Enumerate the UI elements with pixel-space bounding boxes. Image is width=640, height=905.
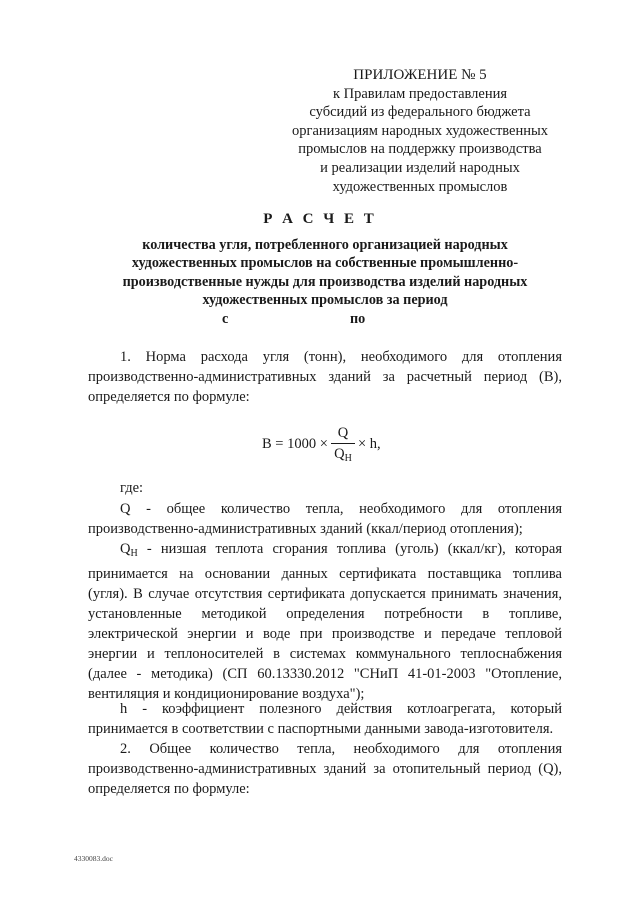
formula-lhs: B = 1000 × bbox=[262, 436, 328, 452]
appendix-line: промыслов на поддержку производства bbox=[298, 141, 542, 158]
denominator-subscript: Н bbox=[344, 453, 352, 464]
definition-line: принимается на основании данных сертификата поставщика топлива bbox=[88, 566, 562, 582]
subtitle-line: художественных промыслов на собственные промышленно- bbox=[131, 255, 519, 272]
paragraph-1 bbox=[88, 347, 562, 407]
qn-definition-text: - низшая теплота сгорания топлива (уголь) (ккал/кг), которая bbox=[137, 541, 562, 557]
period-from-label: с bbox=[222, 311, 229, 327]
paragraph-line: производственно-административных зданий за расчетный период (B), bbox=[88, 369, 562, 385]
document-subtitle bbox=[100, 236, 550, 310]
qn-symbol: Q bbox=[120, 541, 131, 557]
where-text: где: bbox=[120, 480, 144, 496]
paragraph-line: 1. Норма расхода угля (тонн), необходимого для отопления bbox=[120, 349, 562, 365]
appendix-line: субсидий из федерального бюджета bbox=[309, 104, 531, 121]
appendix-line: организациям народных художественных bbox=[292, 122, 548, 139]
appendix-line: художественных промыслов bbox=[332, 178, 508, 195]
file-name-footer: 4330083.doc bbox=[74, 854, 113, 863]
appendix-header bbox=[255, 66, 585, 196]
formula-denominator bbox=[331, 446, 355, 464]
definition-line: (угля). В случае отсутствия сертификата допускается принимать значения, bbox=[88, 586, 562, 602]
paragraph-line: определяется по формуле: bbox=[88, 781, 250, 797]
paragraph-line: определяется по формуле: bbox=[88, 389, 250, 405]
definition-line: установленные методикой определения потребности в топливе, bbox=[88, 606, 562, 622]
where-label bbox=[88, 478, 562, 498]
appendix-number: ПРИЛОЖЕНИЕ № 5 bbox=[353, 67, 487, 83]
formula-numerator: Q bbox=[337, 425, 349, 441]
paragraph-line: 2. Общее количество тепла, необходимого для отопления bbox=[120, 741, 562, 757]
appendix-line: и реализации изделий народных bbox=[320, 159, 520, 176]
definition-line: принимается в соответствии с паспортными данными завода-изготовителя. bbox=[88, 721, 554, 737]
definition-qn bbox=[88, 539, 562, 704]
appendix-line: к Правилам предоставления bbox=[332, 85, 508, 102]
definition-line: производственно-административных зданий (ккал/период отопления); bbox=[88, 521, 523, 537]
document-title: Р А С Ч Е Т bbox=[263, 211, 377, 227]
subtitle-line: художественных промыслов за период bbox=[202, 292, 448, 309]
denominator-base: Q bbox=[334, 446, 345, 462]
definition-line bbox=[88, 539, 562, 564]
definition-line: h - коэффициент полезного действия котлоагрегата, который bbox=[120, 701, 562, 717]
formula-fraction bbox=[331, 425, 355, 464]
paragraph-2 bbox=[88, 739, 562, 799]
fraction-bar bbox=[331, 443, 355, 444]
period-to-label: по bbox=[350, 311, 366, 327]
subtitle-line: производственные нужды для производства изделий народных bbox=[122, 273, 528, 290]
formula-rhs: × h, bbox=[358, 436, 381, 452]
definition-line: (далее - методика) (СП 60.13330.2012 "СНиП 41-01-2003 "Отопление, bbox=[88, 666, 562, 682]
definition-line: вентиляция и кондиционирование воздуха"); bbox=[88, 686, 365, 702]
definition-line: Q - общее количество тепла, необходимого для отопления bbox=[120, 501, 562, 517]
subtitle-line: количества угля, потребленного организацией народных bbox=[142, 237, 508, 253]
definition-q bbox=[88, 499, 562, 539]
definition-h bbox=[88, 699, 562, 739]
definition-line: энергии и теплоносителей в системах коммунального теплоснабжения bbox=[88, 646, 562, 662]
definition-line: электрической энергии и воде при производстве и передаче тепловой bbox=[88, 626, 562, 642]
paragraph-line: производственно-административных зданий за отопительный период (Q), bbox=[88, 761, 562, 777]
qn-subscript: Н bbox=[130, 548, 138, 559]
